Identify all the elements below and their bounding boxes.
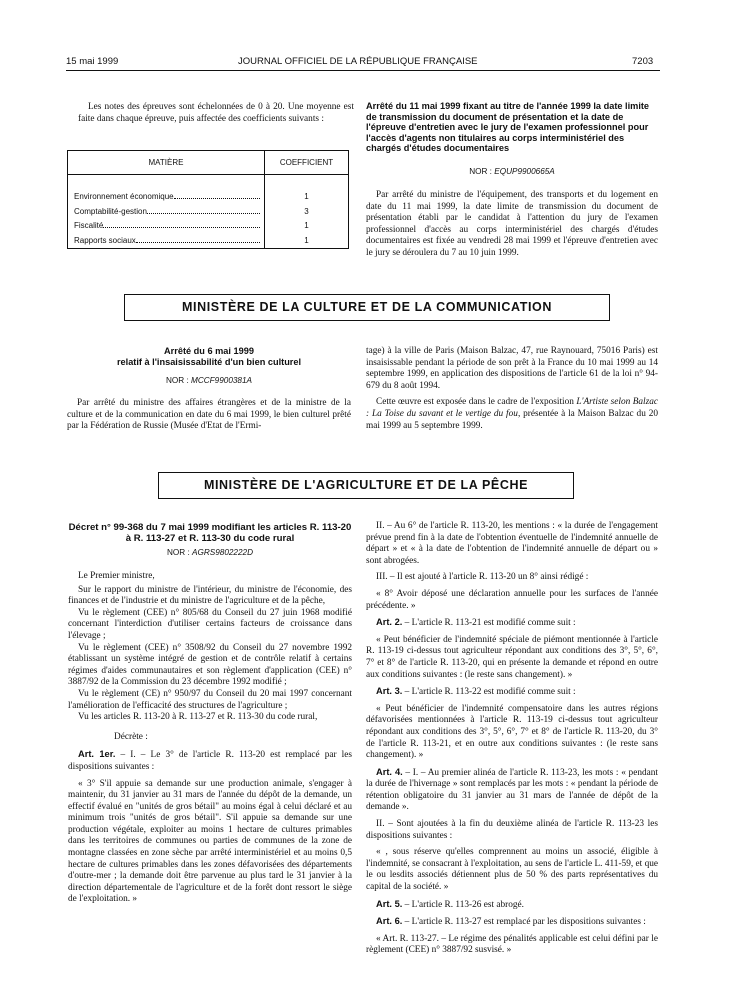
article-label: Art. 3. — [376, 686, 403, 697]
article-1-text: – I. – Le 3° de l'article R. 113-20 est remplacé par les dispositions suivantes : — [68, 750, 353, 772]
article-text: – L'article R. 113-21 est modifié comme suit : — [402, 618, 576, 629]
article-text: – L'article R. 113-26 est abrogé. — [402, 899, 524, 910]
exposition-title: L'Artiste selon Balzac : La Toise du savant et le vertige du fou — [366, 397, 658, 419]
article-label: Art. 4. — [376, 766, 403, 777]
exposition-text: Cette œuvre est exposée dans le cadre de l'exposition — [376, 397, 577, 408]
decret-paragraph: II. – Au 6° de l'article R. 113-20, les mentions : « la durée de l'engagement prévue prend fin à la date de l'obtention éventuelle de l'indemnité annuelle de départ » et « à la date de l'obtention de l'indemnité annuelle de départ ou » sont abrogées. — [366, 521, 658, 566]
article-1-label: Art. 1er. — [78, 749, 116, 760]
ministry-agriculture-banner: MINISTÈRE DE L'AGRICULTURE ET DE LA PÊCHE — [158, 472, 574, 499]
decret-visa: Vu le règlement (CEE) n° 805/68 du Conseil du 27 juin 1968 modifié concernant l'interdiction d'utiliser certains facteurs de croissance dans l'élevage ; — [68, 607, 352, 641]
arrete-6-mai-title-line1: Arrêté du 6 mai 1999 — [164, 346, 254, 356]
article-text: – I. – Au premier alinéa de l'article R. 113-23, les mots : « pendant la durée de l'hivernage » sont remplacés par les mots : « pendant la période de rétention obligatoire du 31 janvier au 31 mars de l'année de dépôt de la demande ». — [366, 767, 658, 813]
table-row-coefficient: 1 — [304, 192, 309, 201]
nor-code: EQUP9900665A — [494, 167, 555, 176]
nor-code: MCCF9900381A — [191, 376, 252, 385]
decret-visa: Le Premier ministre, — [78, 571, 155, 581]
article-label: Art. 5. — [376, 898, 403, 909]
table-row-coefficient: 1 — [304, 221, 309, 230]
matiere-label: Rapports sociaux — [74, 235, 136, 245]
decrete-line: Décrète : — [114, 731, 148, 742]
arrete-11-mai-title-text: Arrêté du 11 mai 1999 fixant au titre de l'année 1999 la date limite de transmission du document de présentation et la date de l'épreuve d'entretien avec le jury de l'examen professionnel pour l'accès d'agents non titulaires au corps interministériel des chargés d'études documentaires — [366, 101, 650, 154]
decret-paragraph: « Peut bénéficier de l'indemnité compensatoire dans les autres régions défavorisées mentionnées à l'article R. 113-19 ci-dessus tout agriculteur répondant aux conditions des 3°, 5°, 6°, 7° et 8° de l'article R. 113-20, du 3° de l'article R. 113-21, et en outre aux conditions suivantes : (le reste sans changement). » — [366, 703, 658, 761]
decret-right-column — [366, 521, 658, 957]
article-text: – L'article R. 113-22 est modifié comme suit : — [402, 687, 576, 698]
table-row-coefficient: 1 — [304, 235, 309, 245]
col-header-matiere: MATIÈRE — [68, 151, 265, 175]
matiere-list — [74, 190, 260, 248]
matiere-label: Environnement économique — [74, 192, 174, 201]
decret-visa: Sur le rapport du ministre de l'intérieur, du ministre de l'économie, des finances et de l'industrie et du ministre de l'agriculture et de la pêche, — [68, 584, 352, 607]
arrete-6-mai-right-body — [366, 346, 658, 432]
header-date: 15 mai 1999 — [66, 56, 119, 67]
article-paragraph — [366, 899, 658, 912]
decret-paragraph: « , sous réserve qu'elles comprennent au moins un associé, éligible à l'indemnité, se consacrant à l'exploitation, au sens de l'article L. 411-59, et que le ou lesdits associés détiennent plus de 50 % des parts représentatives du capital de la société. » — [366, 847, 658, 893]
table-coef-cell — [265, 175, 349, 249]
leader-dots — [103, 219, 260, 228]
article-text: – L'article R. 113-27 est remplacé par les dispositions suivantes : — [402, 917, 646, 928]
arrete-6-mai-right-text1: tage) à la ville de Paris (Maison Balzac, 47, rue Raynouard, 75016 Paris) est insaisissable pendant la période de son prêt à la France du 10 mai 1999 au 14 septembre 1999, en application des dispositions de l'article 61 de la loi n° 94-679 du 8 août 1994. — [366, 346, 658, 391]
coefficient-table — [67, 150, 349, 249]
decret-paragraph: II. – Sont ajoutées à la fin du deuxième alinéa de l'article R. 113-23 les dispositions suivantes : — [366, 819, 658, 841]
arrete-6-mai-right-text2 — [366, 397, 658, 432]
leader-dots — [147, 205, 260, 214]
nor-label: NOR : — [166, 548, 190, 557]
exposition-dates: , présentée à la Maison Balzac du 20 mai 1999 au 5 septembre 1999. — [366, 408, 658, 431]
header-page-number: 7203 — [632, 56, 654, 67]
grading-intro — [78, 102, 354, 125]
table-row-matiere — [74, 219, 260, 234]
nor-label: NOR : — [165, 376, 189, 385]
article-paragraph — [366, 916, 658, 929]
leader-dots — [174, 190, 260, 199]
table-row-matiere — [74, 190, 260, 205]
decret-nor — [68, 548, 352, 557]
decret-visas — [68, 571, 352, 724]
nor-code: AGRS9802222D — [192, 548, 254, 557]
decret-paragraph: « Art. R. 113-27. – Le régime des pénalités applicable est celui défini par le règlement (CEE) n° 3887/92 susvisé. » — [366, 933, 658, 956]
decret-visa: Vu le règlement (CEE) n° 3508/92 du Conseil du 27 novembre 1992 établissant un système intégré de gestion et de contrôle relatif à certains régimes d'aides communautaires et son règlement d'application (CEE) n° 3887/92 de la Commission du 23 décembre 1992 modifié ; — [68, 642, 352, 688]
table-row-coefficient: 3 — [304, 206, 309, 216]
matiere-label: Fiscalité — [74, 221, 104, 230]
decret-paragraph: « 8° Avoir déposé une déclaration annuelle pour les surfaces de l'année précédente. » — [366, 588, 658, 611]
col-header-coefficient: COEFFICIENT — [265, 151, 349, 175]
decret-visa: Vu les articles R. 113-20 à R. 113-27 et R. 113-30 du code rural, — [78, 712, 318, 723]
arrete-11-mai-body — [366, 190, 658, 260]
article-paragraph — [366, 617, 658, 630]
matiere-label: Comptabilité-gestion — [74, 206, 147, 216]
arrete-11-mai-title — [366, 101, 658, 154]
decret-visa: Vu le règlement (CE) n° 950/97 du Conseil du 20 mai 1997 concernant l'amélioration de l'efficacité des structures de l'agriculture ; — [68, 688, 352, 711]
header-rule — [66, 70, 660, 71]
decret-title: Décret n° 99-368 du 7 mai 1999 modifiant les articles R. 113-20 à R. 113-27 et R. 113-30 du code rural — [68, 522, 352, 544]
table-matiere-cell — [68, 175, 265, 249]
article-1-quote: « 3° S'il appuie sa demande sur une production animale, s'engager à maintenir, du 31 janvier au 31 mars de l'année du dépôt de la demande, un effectif évalué en "unités de gros bétail" au moins égal à celui déclaré et au minimum trois "unités de gros bétail". S'il appuie sa demande sur une production végétale, exploiter au moins 1 hectare de cultures primables dans les territoires de communes ou parties de communes de la zone de montagne classées en zone sèche par arrêté interministériel et au moins 0,5 hectare de cultures primables dans les zones défavorisées des départements d'outre-mer ; la demande doit être parvenue au plus tard le 31 janvier à la direction départementale de l'agriculture et de la forêt dont ressort le siège de l'exploitation. » — [68, 778, 352, 905]
grading-intro-text: Les notes des épreuves sont échelonnées de 0 à 20. Une moyenne est faite dans chaque épreuve, puis affectée des coefficients suivants : — [78, 102, 354, 124]
article-label: Art. 2. — [376, 617, 403, 628]
article-paragraph — [366, 767, 658, 814]
arrete-6-mai-title — [67, 346, 351, 367]
arrete-6-mai-left-text: Par arrêté du ministre des affaires étrangères et de la ministre de la culture et de la communication en date du 6 mai 1999, le bien culturel prêté par la Fédération de Russie (Musée d'Etat de l'Ermi- — [67, 398, 351, 432]
article-1 — [68, 749, 352, 773]
nor-label: NOR : — [469, 167, 492, 176]
arrete-11-mai-body-text: Par arrêté du ministre de l'équipement, des transports et du logement en date du 11 mai 1999, la date limite de transmission du document de présentation établi par le candidat à l'attention du jury de l'examen professionnel d'accès au corps interministériel des chargés d'études documentaires est fixée au vendredi 28 mai 1999 et l'épreuve d'entretien avec le jury se déroulera du 7 au 10 juin 1999. — [366, 190, 658, 258]
arrete-11-mai-nor — [366, 167, 658, 176]
arrete-6-mai-left-body — [67, 398, 351, 433]
ministry-culture-banner: MINISTÈRE DE LA CULTURE ET DE LA COMMUNICATION — [124, 294, 610, 321]
coefficient-list — [265, 190, 348, 248]
arrete-6-mai-nor — [67, 376, 351, 385]
article-label: Art. 6. — [376, 916, 403, 927]
header-journal-title: JOURNAL OFFICIEL DE LA RÉPUBLIQUE FRANÇAISE — [238, 56, 478, 67]
leader-dots — [136, 234, 260, 243]
table-row-matiere — [74, 205, 260, 220]
article-paragraph — [366, 686, 658, 699]
table-row-matiere — [74, 234, 260, 249]
decret-left-column — [68, 571, 352, 906]
decret-paragraph: « Peut bénéficier de l'indemnité spéciale de piémont mentionnée à l'article R. 113-19 ci-dessus tout agriculteur répondant aux conditions des 3°, 5°, 6°, 7° et 8° de l'article R. 113-20, qui en présente la demande et répond en outre aux conditions suivantes : (le reste sans changement). » — [366, 634, 658, 680]
arrete-6-mai-title-line2: relatif à l'insaisissabilité d'un bien culturel — [116, 356, 302, 367]
decret-paragraph: III. – Il est ajouté à l'article R. 113-20 un 8° ainsi rédigé : — [376, 572, 589, 583]
